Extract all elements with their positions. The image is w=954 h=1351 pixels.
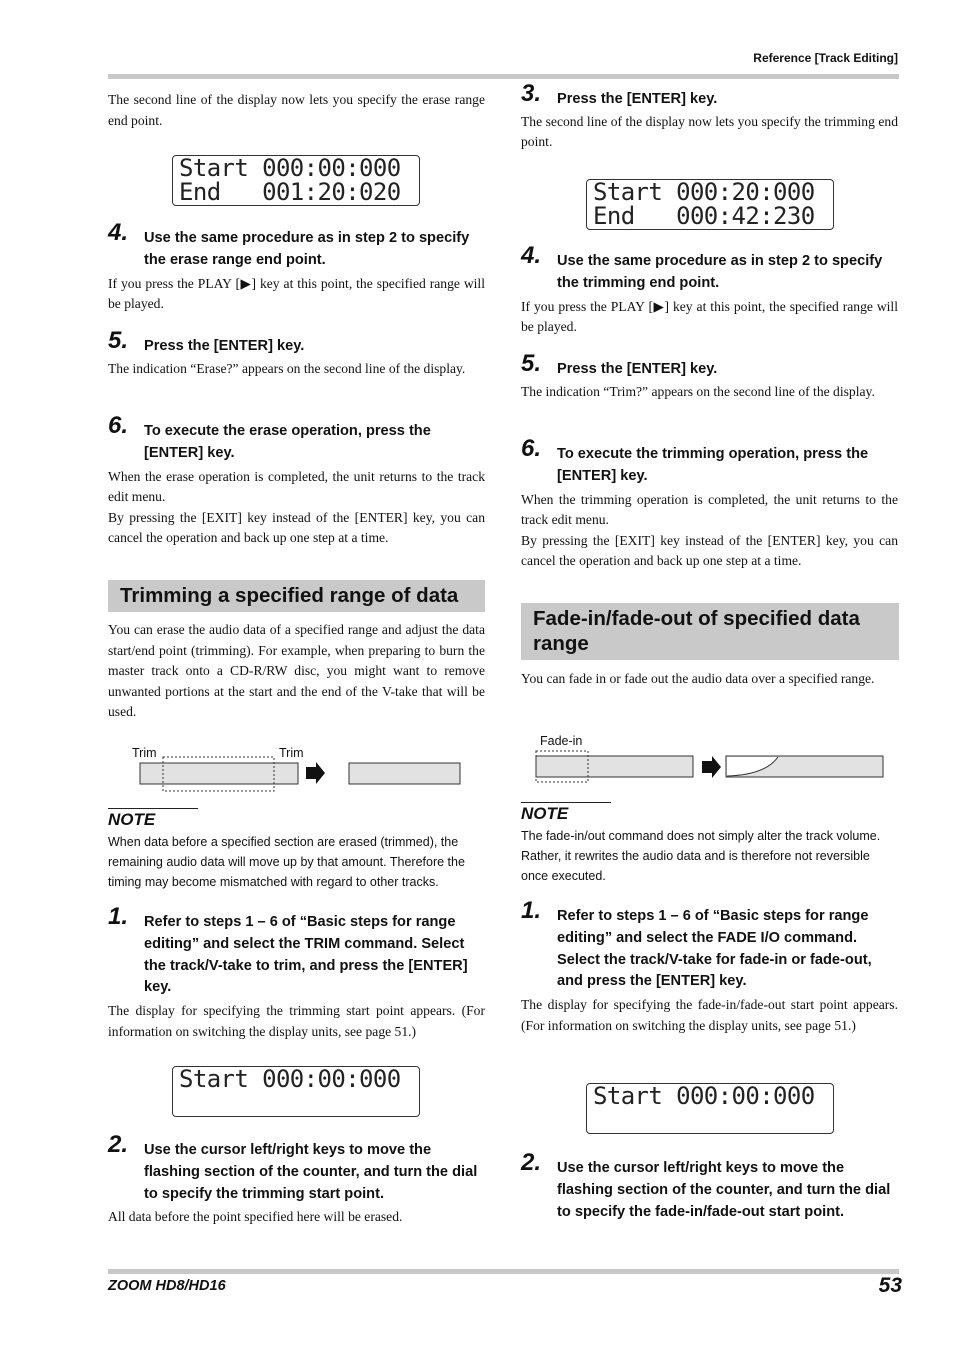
fade-description: You can fade in or fade out the audio data over a specified range. bbox=[521, 671, 875, 686]
top-rule bbox=[108, 74, 899, 79]
step-number: 4. bbox=[108, 219, 129, 246]
step-body: The indication “Erase?” appears on the second line of the display. bbox=[108, 360, 466, 376]
section-heading-fade: Fade-in/fade-out of specified data range bbox=[521, 603, 899, 660]
fade-in-label: Fade-in bbox=[540, 734, 583, 748]
lcd-line2: End 000:42:230 bbox=[593, 202, 815, 230]
step-body: The indication “Trim?” appears on the second line of the display. bbox=[521, 383, 875, 399]
note-rule bbox=[521, 802, 611, 803]
footer-model: ZOOM HD8/HD16 bbox=[108, 1278, 226, 1294]
note-title: NOTE bbox=[521, 804, 569, 823]
step-title: To execute the erase operation, press the [ENTER] key. bbox=[144, 423, 431, 461]
step-number: 6. bbox=[521, 435, 542, 462]
bottom-rule bbox=[108, 1269, 899, 1274]
note-body: When data before a specified section are erased (trimmed), the remaining audio data will move up by that amount. Therefore the timing may become mismatched with regard to other tracks. bbox=[108, 835, 465, 889]
running-header: Reference [Track Editing] bbox=[753, 51, 898, 65]
trimming-description: You can erase the audio data of a specified range and adjust the data start/end point (trimming). For example, when preparing to burn the master track onto a CD-R/RW disc, you might want to remove unwanted portions at the start and the end of the V-take that will be used. bbox=[108, 622, 485, 720]
note-title: NOTE bbox=[108, 810, 156, 829]
lcd-display-trim-start bbox=[172, 1066, 420, 1117]
trim-label-left: Trim bbox=[132, 746, 157, 760]
step-title: Use the cursor left/right keys to move the flashing section of the counter, and turn the dial to specify the trimming start point. bbox=[144, 1142, 478, 1202]
left-step2 bbox=[108, 1131, 485, 1228]
step-number: 1. bbox=[108, 903, 129, 930]
note-body: The fade-in/out command does not simply alter the track volume. Rather, it rewrites the audio data and is therefore not reversible once executed. bbox=[521, 829, 881, 883]
step-title: Press the [ENTER] key. bbox=[557, 361, 718, 377]
step-number: 1. bbox=[521, 897, 542, 924]
page-number: 53 bbox=[878, 1274, 902, 1297]
step-body: The display for specifying the trimming start point appears. (For information on switching the display units, see page 51.) bbox=[108, 1003, 485, 1039]
step-number: 5. bbox=[521, 350, 542, 377]
step-title: Use the same procedure as in step 2 to specify the trimming end point. bbox=[557, 253, 883, 291]
trim-diagram bbox=[138, 754, 468, 794]
step-number: 2. bbox=[521, 1149, 542, 1176]
lcd-line1: Start 000:00:000 bbox=[179, 154, 401, 182]
step-number: 3. bbox=[521, 80, 542, 107]
right-step6 bbox=[521, 435, 898, 572]
step-body: By pressing the [EXIT] key instead of the [ENTER] key, you can cancel the operation and back up one step at a time. bbox=[521, 532, 898, 569]
step-body: By pressing the [EXIT] key instead of the [ENTER] key, you can cancel the operation and back up one step at a time. bbox=[108, 509, 485, 546]
lcd-display-fade-start bbox=[586, 1083, 834, 1134]
right-step3 bbox=[521, 80, 898, 153]
step-body: When the trimming operation is completed, the unit returns to the track edit menu. bbox=[521, 491, 898, 528]
lcd-line1: Start 000:00:000 bbox=[593, 1082, 815, 1110]
left-step6 bbox=[108, 412, 485, 549]
right-step4 bbox=[521, 242, 898, 338]
lcd-line1: Start 000:20:000 bbox=[593, 178, 815, 206]
step-title: To execute the trimming operation, press the [ENTER] key. bbox=[557, 446, 869, 484]
lcd-display-trim bbox=[586, 179, 834, 230]
left-step5 bbox=[108, 327, 485, 379]
step-body: All data before the point specified here will be erased. bbox=[108, 1209, 403, 1225]
right-step5 bbox=[521, 350, 898, 402]
step-body: When the erase operation is completed, the unit returns to the track edit menu. bbox=[108, 468, 485, 505]
left-intro: The second line of the display now lets you specify the erase range end point. bbox=[108, 92, 485, 128]
step-title: Use the same procedure as in step 2 to specify the erase range end point. bbox=[144, 230, 470, 268]
lcd-line1: Start 000:00:000 bbox=[179, 1065, 401, 1093]
step-number: 6. bbox=[108, 412, 129, 439]
step-number: 2. bbox=[108, 1131, 129, 1158]
step-number: 4. bbox=[521, 242, 542, 269]
step-title: Press the [ENTER] key. bbox=[557, 91, 718, 107]
lcd-line2: End 001:20:020 bbox=[179, 178, 401, 206]
section-heading-trimming: Trimming a specified range of data bbox=[108, 580, 485, 612]
step-body: The second line of the display now lets you specify the trimming end point. bbox=[521, 113, 898, 150]
step-body: If you press the PLAY [▶] key at this point, the specified range will be played. bbox=[521, 298, 898, 335]
right-step2 bbox=[521, 1149, 898, 1223]
step-number: 5. bbox=[108, 327, 129, 354]
left-step1 bbox=[108, 903, 485, 1042]
step-title: Refer to steps 1 – 6 of “Basic steps for range editing” and select the FADE I/O command. Select the track/V-take for fade-in or fade-out, and press the [ENTER] key. bbox=[557, 908, 872, 990]
lcd-display-erase bbox=[172, 155, 420, 206]
step-title: Use the cursor left/right keys to move the flashing section of the counter, and turn the dial to specify the fade-in/fade-out start point. bbox=[557, 1160, 891, 1220]
left-step4 bbox=[108, 219, 485, 315]
fade-diagram bbox=[533, 748, 887, 786]
step-body: If you press the PLAY [▶] key at this point, the specified range will be played. bbox=[108, 275, 485, 312]
trim-label-right: Trim bbox=[279, 746, 304, 760]
step-title: Press the [ENTER] key. bbox=[144, 338, 305, 354]
right-step1 bbox=[521, 897, 898, 1036]
step-body: The display for specifying the fade-in/fade-out start point appears. (For information on switching the display units, see page 51.) bbox=[521, 997, 898, 1033]
step-title: Refer to steps 1 – 6 of “Basic steps for range editing” and select the TRIM command. Select the track/V-take to trim, and press the [ENTER] key. bbox=[144, 914, 468, 996]
note-rule bbox=[108, 808, 198, 809]
